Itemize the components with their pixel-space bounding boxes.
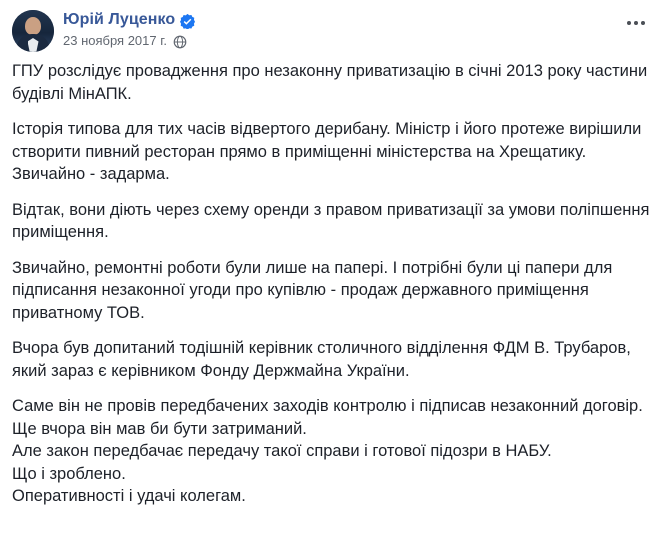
post-date[interactable]: 23 ноября 2017 г.	[63, 33, 167, 48]
post-paragraph: Вчора був допитаний тодішній керівник столичного відділення ФДМ В. Трубаров, який зараз є керівником Фонду Держмайна України.	[12, 339, 631, 380]
post-meta-row	[63, 33, 624, 48]
avatar[interactable]	[12, 10, 54, 52]
post-author-block	[63, 10, 624, 48]
post-paragraph: Але закон передбачає передачу такої справи і готової підозри в НАБУ.	[12, 442, 552, 460]
post-paragraph: Звичайно, ремонтні роботи були лише на папері. І потрібні були ці папери для підписання незаконної угоди про купівлю - продаж державного приміщення приватному ТОВ.	[12, 258, 613, 322]
post-paragraph: Історія типова для тих часів відвертого дерибану. Міністр і його протеже вирішили створити пивний ресторан прямо в приміщенні міністерства на Хрещатику. Звичайно - задарма.	[12, 120, 642, 183]
post-paragraph: ГПУ розслідує провадження про незаконну приватизацію в січні 2013 року частини будівлі МінАПК.	[12, 62, 648, 103]
avatar-face	[25, 17, 41, 35]
author-row	[63, 11, 624, 29]
post-paragraph: Відтак, вони діють через схему оренди з правом приватизації за умови поліпшення приміщення.	[12, 200, 650, 241]
globe-icon[interactable]	[173, 35, 187, 49]
ellipsis-icon	[627, 21, 647, 25]
verified-badge-icon	[180, 14, 195, 29]
more-options-button[interactable]	[624, 12, 650, 34]
post-paragraph: Ще вчора він мав би бути затриманий.	[12, 419, 307, 438]
post-paragraph: Оперативності і удачі колегам.	[12, 487, 246, 505]
post-paragraph: Саме він не провів передбачених заходів контролю і підписав незаконний договір.	[12, 397, 643, 415]
post-body	[0, 56, 662, 508]
post-header	[0, 0, 662, 56]
post-paragraph: Що і зроблено.	[12, 464, 126, 483]
author-name[interactable]: Юрій Луценко	[63, 11, 176, 28]
